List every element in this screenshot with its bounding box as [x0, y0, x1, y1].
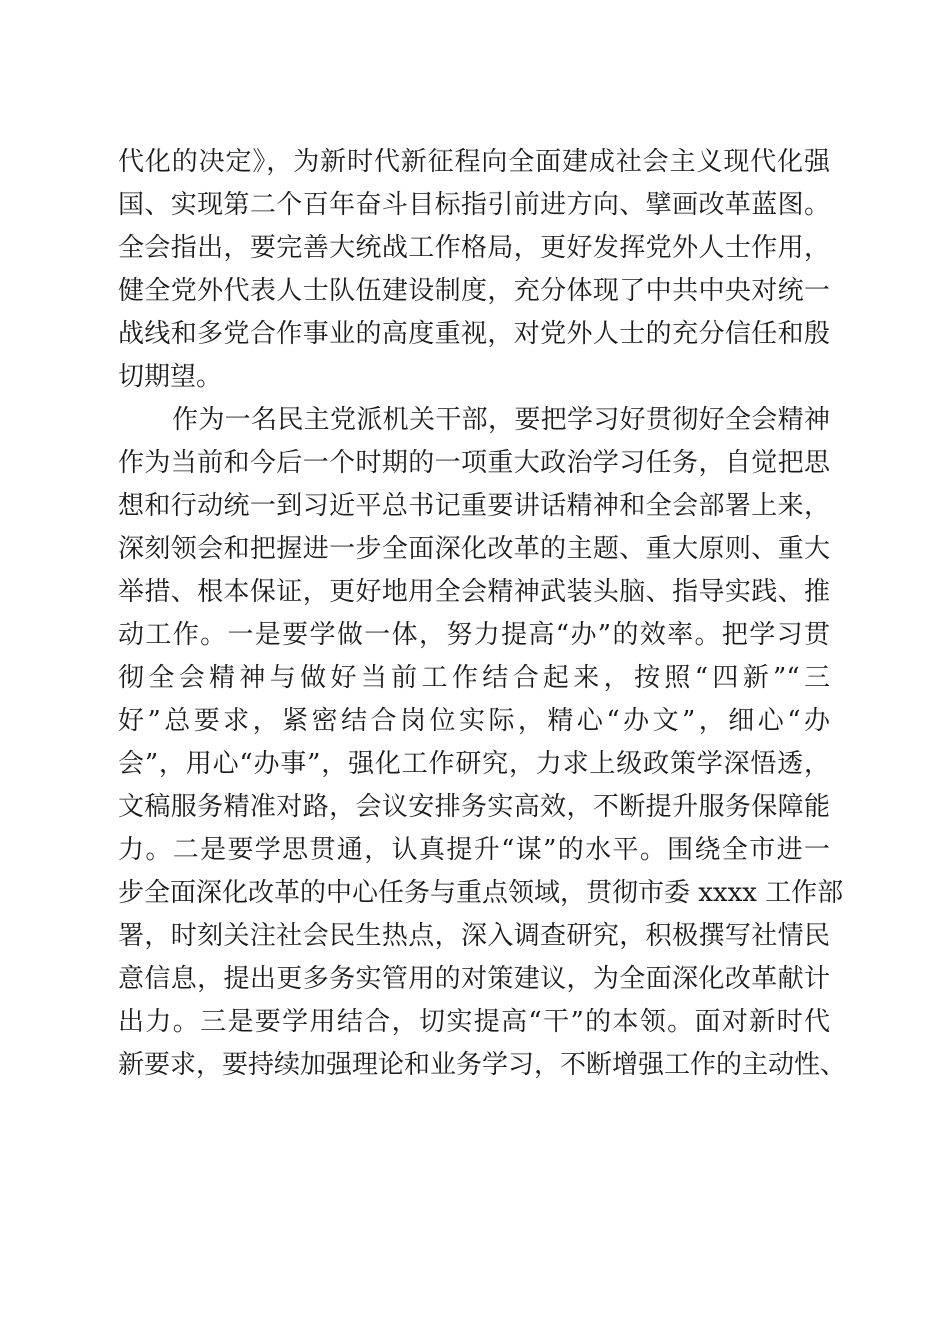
text-line: 深刻领会和把握进一步全面深化改革的主题、重大原则、重大	[118, 534, 830, 564]
text-line: 作为一名民主党派机关干部，要把学习好贯彻好全会精神	[172, 405, 830, 435]
text-line: 国、实现第二个百年奋斗目标指引前进方向、擘画改革蓝图。	[118, 190, 830, 220]
text-line: 切期望。	[118, 362, 223, 392]
text-line: 健全党外代表人士队伍建设制度，充分体现了中共中央对统一	[118, 276, 830, 306]
text-line: 举措、根本保证，更好地用全会精神武装头脑、指导实践、推	[118, 577, 830, 607]
text-line: 意信息，提出更多务实管用的对策建议，为全面深化改革献计	[118, 964, 830, 994]
text-line: 全会指出，要完善大统战工作格局，更好发挥党外人士作用，	[118, 233, 830, 263]
text-line: 步全面深化改革的中心任务与重点领域，贯彻市委 xxxx 工作部	[118, 878, 844, 908]
text-line: 彻全会精神与做好当前工作结合起来，按照“四新”“三	[118, 663, 830, 693]
text-line: 会”，用心“办事”，强化工作研究，力求上级政策学深悟透，	[118, 749, 830, 779]
text-line: 出力。三是要学用结合，切实提高“干”的本领。面对新时代	[118, 1007, 830, 1037]
text-line: 署，时刻关注社会民生热点，深入调查研究，积极撰写社情民	[118, 921, 830, 951]
text-line: 力。二是要学思贯通，认真提升“谋”的水平。围绕全市进一	[118, 835, 830, 865]
text-line: 作为当前和今后一个时期的一项重大政治学习任务，自觉把思	[118, 448, 830, 478]
text-line: 代化的决定》，为新时代新征程向全面建成社会主义现代化强	[118, 147, 830, 177]
body-text	[118, 141, 847, 1087]
text-line: 战线和多党合作事业的高度重视，对党外人士的充分信任和殷	[118, 319, 830, 349]
text-line: 好”总要求，紧密结合岗位实际，精心“办文”，细心“办	[118, 706, 830, 736]
text-line: 文稿服务精准对路，会议安排务实高效，不断提升服务保障能	[118, 792, 830, 822]
text-line: 动工作。一是要学做一体，努力提高“办”的效率。把学习贯	[118, 620, 830, 650]
text-line: 新要求，要持续加强理论和业务学习，不断增强工作的主动性、	[118, 1050, 847, 1080]
text-line: 想和行动统一到习近平总书记重要讲话精神和全会部署上来，	[118, 491, 830, 521]
